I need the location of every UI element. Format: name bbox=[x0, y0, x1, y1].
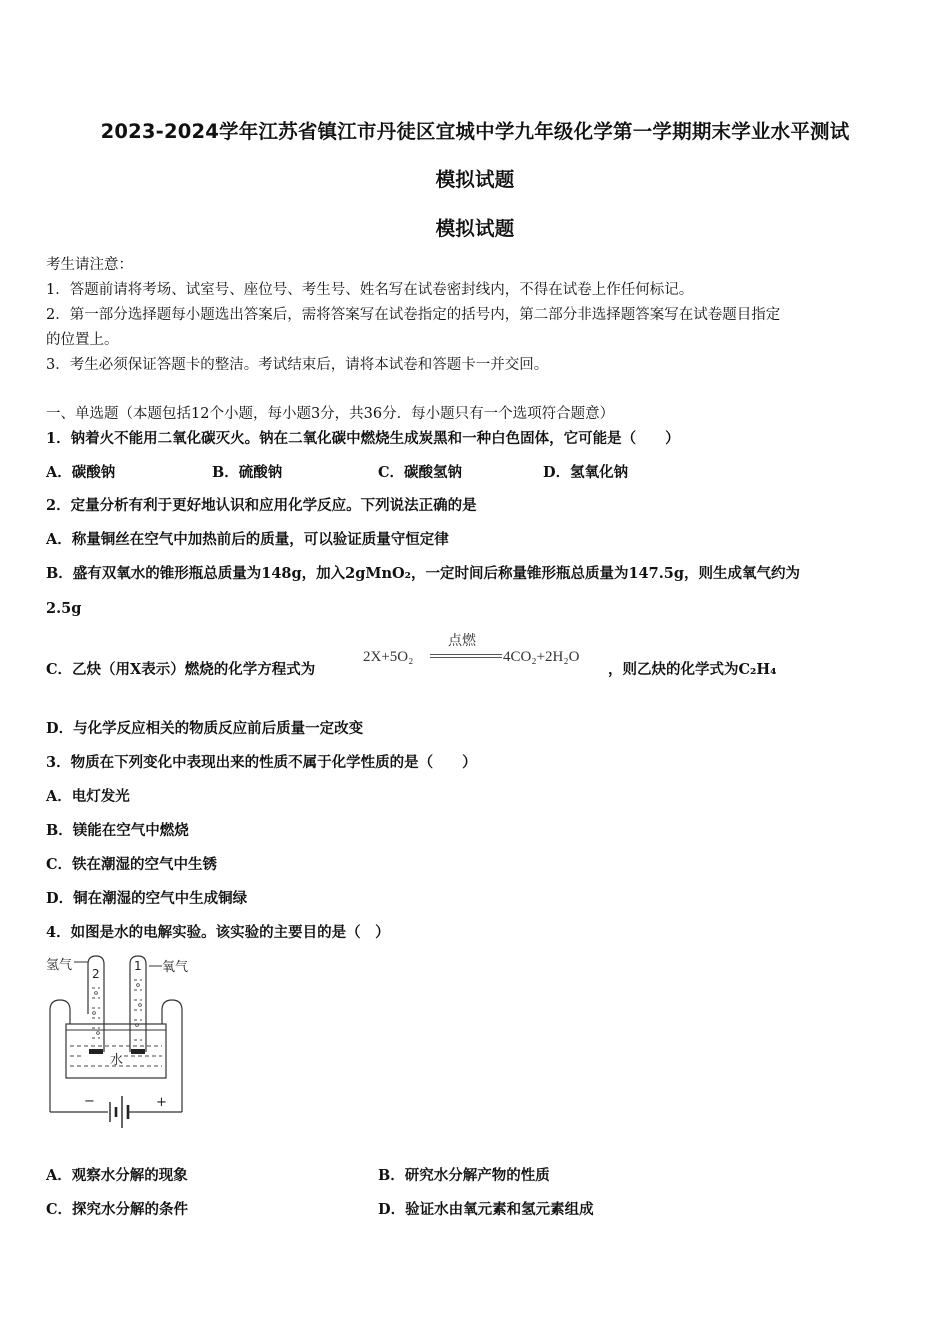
q1-option-a: A．碳酸钠 bbox=[46, 464, 116, 481]
page-title: 2023-2024学年江苏省镇江市丹徒区宜城中学九年级化学第一学期期末学业水平测试 bbox=[100, 120, 850, 143]
q2-option-c-suffix: ，则乙炔的化学式为C₂H₄ bbox=[608, 661, 777, 678]
q3-stem: 3．物质在下列变化中表现出来的性质不属于化学性质的是（ ） bbox=[46, 754, 477, 771]
equals-sign-icon bbox=[430, 653, 502, 661]
positive-terminal-label: + bbox=[156, 1095, 167, 1110]
electrolysis-diagram bbox=[44, 952, 204, 1137]
q1-option-c: C．碳酸氢钠 bbox=[378, 464, 463, 481]
q1-option-b: B．硫酸钠 bbox=[212, 464, 283, 481]
hydrogen-label: 氢气 bbox=[46, 958, 73, 973]
q2-option-b-line2: 2.5g bbox=[46, 600, 82, 617]
q1-stem: 1．钠着火不能用二氧化碳灭火。钠在二氧化碳中燃烧生成炭黑和一种白色固体，它可能是（ ） bbox=[46, 430, 680, 447]
q1-option-d: D．氢氧化钠 bbox=[543, 464, 629, 481]
notice-item-3: 3．考生必须保证答题卡的整洁。考试结束后，请将本试卷和答题卡一并交回。 bbox=[46, 357, 549, 373]
tube-2-label: 2 bbox=[92, 967, 100, 981]
equation-condition: 点燃 bbox=[448, 634, 476, 649]
q3-option-d: D．铜在潮湿的空气中生成铜绿 bbox=[46, 890, 248, 907]
q4-option-a: A．观察水分解的现象 bbox=[46, 1167, 188, 1184]
q3-option-a: A．电灯发光 bbox=[46, 788, 130, 805]
water-label: 水 bbox=[110, 1053, 124, 1068]
q3-option-b: B．镁能在空气中燃烧 bbox=[46, 822, 189, 839]
q4-option-d: D．验证水由氧元素和氢元素组成 bbox=[378, 1201, 594, 1218]
q3-option-c: C．铁在潮湿的空气中生锈 bbox=[46, 856, 218, 873]
notice-item-2a: 2．第一部分选择题每小题选出答案后，需将答案写在试卷指定的括号内，第二部分非选择题答案写在试卷题目指定 bbox=[46, 307, 781, 323]
page-subtitle-repeat: 模拟试题 bbox=[435, 217, 515, 240]
notice-item-2b: 的位置上。 bbox=[46, 332, 119, 348]
q2-option-d: D．与化学反应相关的物质反应前后质量一定改变 bbox=[46, 720, 364, 737]
q4-option-c: C．探究水分解的条件 bbox=[46, 1201, 189, 1218]
q2-option-c-prefix: C．乙炔（用X表示）燃烧的化学方程式为 bbox=[46, 661, 316, 678]
q2-option-a: A．称量铜丝在空气中加热前后的质量，可以验证质量守恒定律 bbox=[46, 531, 449, 548]
notice-item-1: 1．答题前请将考场、试室号、座位号、考生号、姓名写在试卷密封线内，不得在试卷上作任何标记。 bbox=[46, 282, 694, 298]
section-heading: 一、单选题（本题包括12个小题，每小题3分，共36分．每小题只有一个选项符合题意） bbox=[46, 406, 615, 422]
page-subtitle: 模拟试题 bbox=[435, 168, 515, 191]
q4-stem: 4．如图是水的电解实验。该实验的主要目的是（ ） bbox=[46, 924, 390, 941]
q4-option-b: B．研究水分解产物的性质 bbox=[378, 1167, 550, 1184]
negative-terminal-label: − bbox=[84, 1094, 95, 1109]
equation-products: 4CO₂+2H₂O bbox=[503, 649, 580, 665]
notice-heading: 考生请注意： bbox=[46, 257, 133, 273]
oxygen-label: 氧气 bbox=[162, 960, 189, 975]
equation-reactants: 2X+5O₂ bbox=[363, 649, 414, 665]
tube-1-label: 1 bbox=[134, 959, 142, 973]
q2-stem: 2．定量分析有利于更好地认识和应用化学反应。下列说法正确的是 bbox=[46, 497, 477, 514]
q2-option-b-line1: B．盛有双氧水的锥形瓶总质量为148g，加入2gMnO₂，一定时间后称量锥形瓶总质量为147.5g，则生成氧气约为 bbox=[46, 565, 801, 582]
